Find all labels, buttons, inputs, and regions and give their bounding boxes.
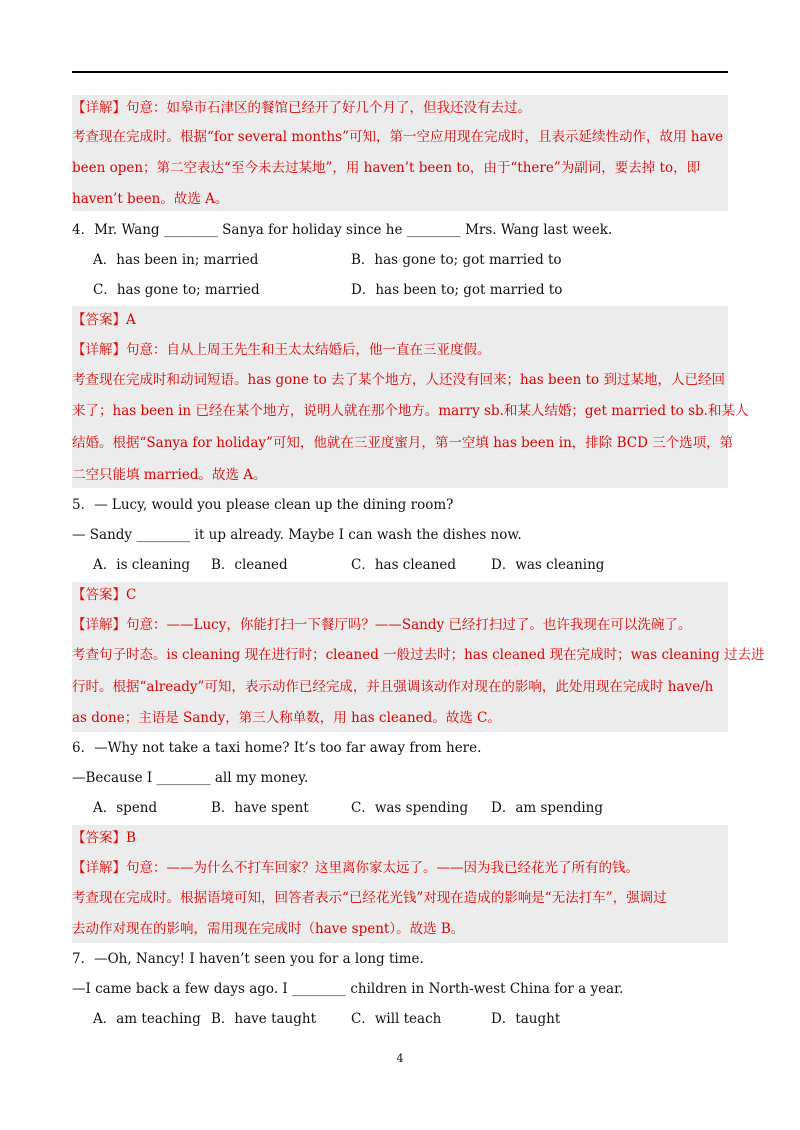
q6-option-a: A．spend (93, 800, 158, 816)
q6-option-b: B．have spent (211, 800, 309, 816)
q4-explanation-line: 【详解】句意：自从上周王先生和王太太结婚后，他一直在三亚度假。 (72, 342, 491, 358)
q4-answer: 【答案】A (72, 312, 136, 328)
q6-explanation-line: 【详解】句意：——为什么不打车回家？这里离你家太远了。——因为我已经花光了所有的钱。 (72, 860, 639, 876)
page-number: 4 (396, 1052, 404, 1065)
q3-explanation-line: 【详解】句意：如皋市石津区的餐馆已经开了好几个月了，但我还没有去过。 (72, 100, 531, 116)
q4-explanation-line: 结婚。根据“Sanya for holiday”可知，他就在三亚度蜜月，第一空填 has been in，排除 BCD 三个选项，第 (72, 435, 734, 451)
q5-explanation-line: as done；主语是 Sandy，第三人称单数，用 has cleaned。故选 C。 (72, 710, 501, 726)
q6-stem: —Because I ________ all my money. (72, 770, 309, 786)
q4-stem: 4．Mr. Wang ________ Sanya for holiday since he ________ Mrs. Wang last week. (72, 222, 613, 238)
q7-stem: 7．—Oh, Nancy! I haven’t seen you for a long time. (72, 951, 424, 967)
q3-explanation-line: haven’t been。故选 A。 (72, 191, 229, 207)
q3-explanation-line: 考查现在完成时。根据“for several months”可知，第一空应用现在完成时，且表示延续性动作，故用 have (72, 129, 724, 145)
q4-explanation-line: 来了；has been in 已经在某个地方，说明人就在那个地方。marry sb.和某人结婚；get married to sb.和某人 (72, 403, 749, 419)
q6-explanation-line: 去动作对现在的影响，需用现在完成时（have spent）。故选 B。 (72, 921, 465, 937)
q5-explanation-line: 【详解】句意：——Lucy，你能打扫一下餐厅吗？——Sandy 已经打扫过了。也许我现在可以洗碗了。 (72, 617, 692, 633)
q5-option-a: A．is cleaning (93, 557, 191, 573)
q6-option-c: C．was spending (351, 800, 469, 816)
q4-option-b: B．has gone to; got married to (351, 252, 562, 268)
q4-option-d: D．has been to; got married to (351, 282, 563, 298)
q5-option-c: C．has cleaned (351, 557, 457, 573)
q6-answer: 【答案】B (72, 830, 136, 846)
q5-option-b: B．cleaned (211, 557, 288, 573)
q6-explanation-line: 考查现在完成时。根据语境可知，回答者表示“已经花光钱”对现在造成的影响是“无法打车”，强调过 (72, 890, 667, 906)
q7-stem: —I came back a few days ago. I ________ children in North-west China for a year. (72, 981, 624, 997)
q4-answer-box (72, 306, 728, 488)
header-rule (72, 71, 728, 73)
q5-answer: 【答案】C (72, 587, 137, 603)
q6-stem: 6．—Why not take a taxi home? It’s too far away from here. (72, 740, 482, 756)
q7-option-d: D．taught (491, 1011, 561, 1027)
q5-explanation-line: 行时。根据“already”可知，表示动作已经完成，并且强调该动作对现在的影响，此处用现在完成时 have/h (72, 679, 714, 695)
q4-explanation-line: 二空只能填 married。故选 A。 (72, 467, 267, 483)
q4-explanation-line: 考查现在完成时和动词短语。has gone to 去了某个地方，人还没有回来；has been to 到过某地，人已经回 (72, 372, 725, 388)
q6-option-d: D．am spending (491, 800, 604, 816)
q7-option-a: A．am teaching (93, 1011, 201, 1027)
q7-option-c: C．will teach (351, 1011, 442, 1027)
q3-explanation-line: been open；第二空表达“至今未去过某地”，用 haven’t been to，由于“there”为副词，要去掉 to，即 (72, 160, 701, 176)
q5-option-d: D．was cleaning (491, 557, 605, 573)
q4-option-a: A．has been in; married (93, 252, 259, 268)
q7-option-b: B．have taught (211, 1011, 317, 1027)
q5-stem: — Sandy ________ it up already. Maybe I can wash the dishes now. (72, 527, 522, 543)
q4-option-c: C．has gone to; married (93, 282, 260, 298)
q5-explanation-line: 考查句子时态。is cleaning 现在进行时；cleaned 一般过去时；has cleaned 现在完成时；was cleaning 过去进 (72, 647, 765, 663)
q5-stem: 5．— Lucy, would you please clean up the dining room? (72, 497, 454, 513)
